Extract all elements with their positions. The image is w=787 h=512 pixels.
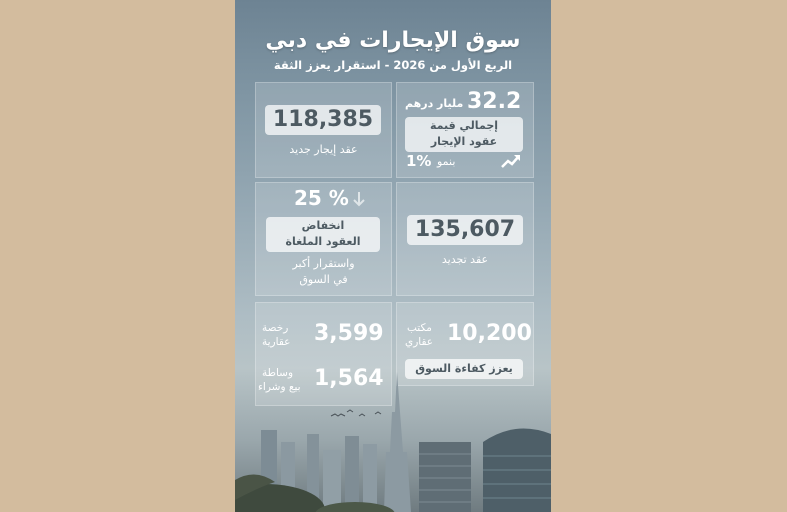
total-value-label-line1: إجمالي قيمة xyxy=(429,119,499,132)
licenses-label-line2: عقارية xyxy=(262,336,291,348)
total-value-unit: مليار درهم xyxy=(405,97,464,110)
brokerage-label-line2: بيع وشراء xyxy=(258,381,301,393)
new-contracts-value: 118,385 xyxy=(265,105,381,135)
offices-label-line2: عقاري xyxy=(405,336,434,348)
city-skyline-illustration xyxy=(235,372,551,512)
card-new-contracts xyxy=(255,82,392,178)
brokerage-label-line1: وساطة xyxy=(262,367,294,379)
total-value-label xyxy=(405,117,523,152)
growth-value: 1% xyxy=(406,152,432,170)
trend-up-arrow-icon xyxy=(501,153,521,169)
brokerage-value: 1,564 xyxy=(314,366,384,391)
cancelled-label-line1: انخفاض xyxy=(301,219,345,232)
infographic-poster xyxy=(235,0,551,512)
renewals-value: 135,607 xyxy=(407,215,523,245)
poster-subtitle: الربع الأول من 2026 - استقرار يعزز الثقة xyxy=(273,58,513,72)
poster-title: سوق الإيجارات في دبي xyxy=(265,28,521,53)
card-cancelled xyxy=(255,182,392,296)
card-total-value xyxy=(396,82,534,178)
cancelled-note-line2: في السوق xyxy=(299,273,348,286)
growth-text: بنمو xyxy=(437,155,456,168)
licenses-label-line1: رخصة xyxy=(262,322,289,334)
renewals-label: عقد تجديد xyxy=(441,253,489,266)
cancelled-note-line1: واستقرار أكبر xyxy=(292,257,355,270)
offices-note: يعزز كفاءة السوق xyxy=(405,359,523,379)
card-renewals xyxy=(396,182,534,296)
birds-illustration xyxy=(331,410,381,416)
cancelled-value: 25 % xyxy=(294,186,349,210)
offices-value: 10,200 xyxy=(447,321,532,346)
licenses-value: 3,599 xyxy=(314,321,384,346)
cancelled-label xyxy=(266,217,380,252)
new-contracts-label: عقد إيجار جديد xyxy=(289,143,358,156)
down-arrow-icon xyxy=(352,191,366,207)
total-value-label-line2: عقود الإيجار xyxy=(430,135,498,148)
offices-label-line1: مكتب xyxy=(407,322,432,334)
total-value-amount: 32.2 xyxy=(467,89,522,114)
cancelled-label-line2: العقود الملغاة xyxy=(285,235,361,248)
